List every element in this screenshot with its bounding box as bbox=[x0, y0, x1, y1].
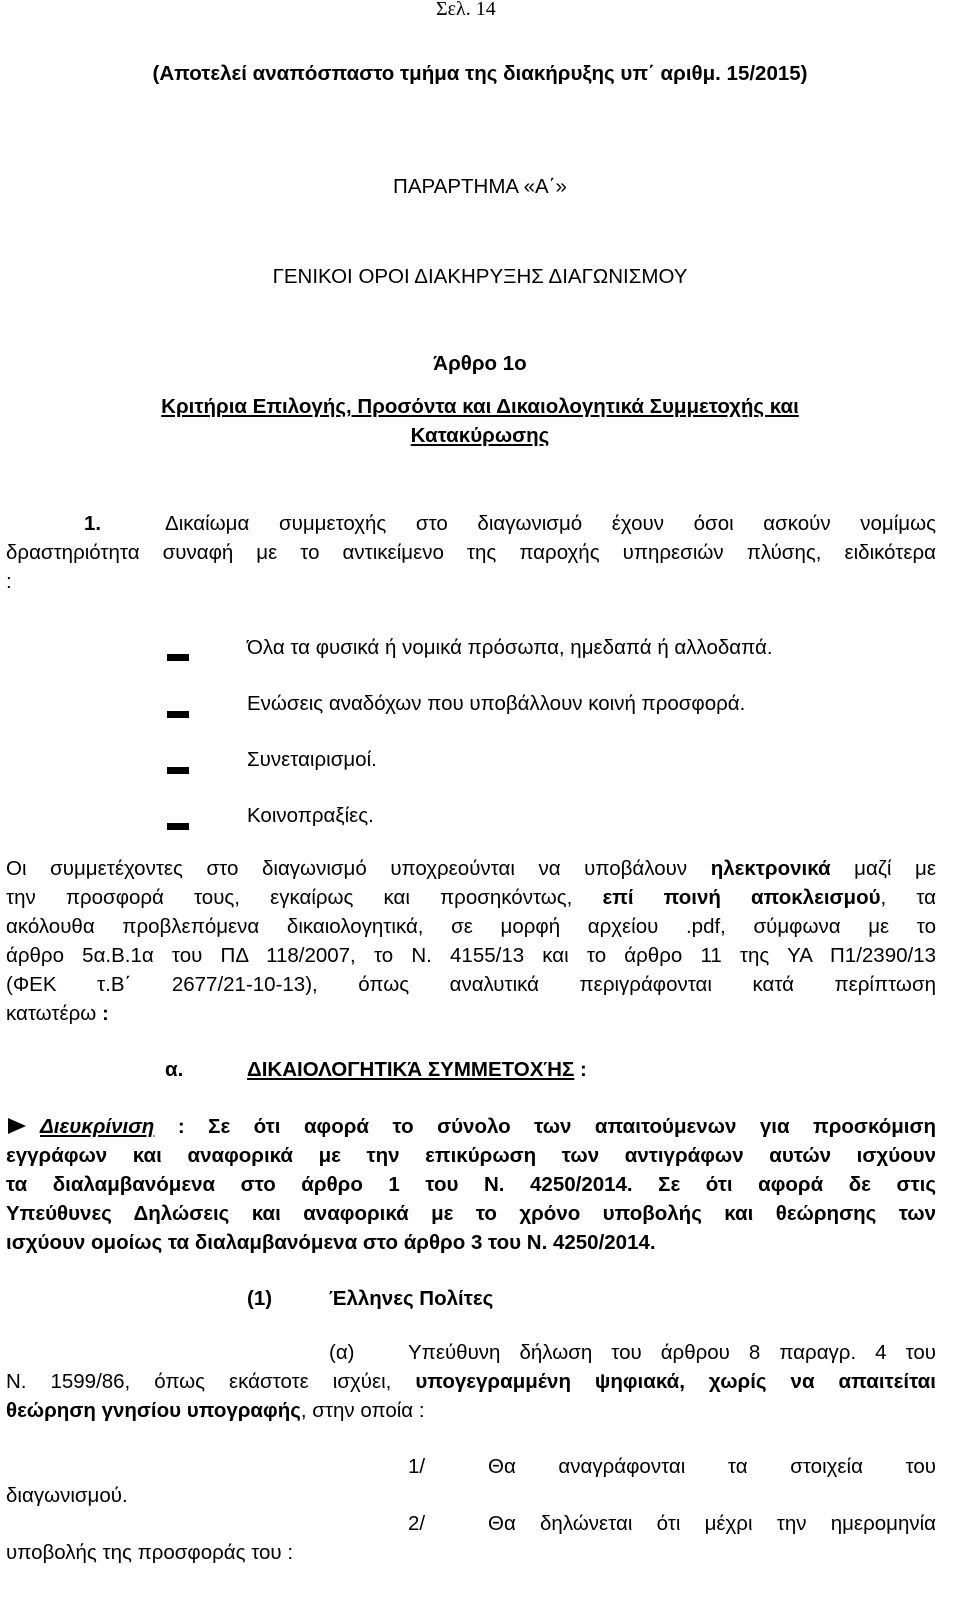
sub1-line1: Θα αναγράφονται τα στοιχεία του bbox=[488, 1455, 936, 1478]
clarification-line4: Υπεύθυνες Δηλώσεις και αναφορικά με το χρόνο υποβολής και θεώρησης των bbox=[6, 1202, 936, 1225]
sub1-number: 1/ bbox=[408, 1455, 426, 1478]
bullet-marker bbox=[167, 823, 189, 830]
clarification-line2: εγγράφων και αναφορικά με την επικύρωση των αντιγράφων αυτών ισχύουν bbox=[6, 1144, 936, 1167]
annex-title: ΠΑΡΑΡΤΗΜΑ «Α΄» bbox=[393, 175, 567, 198]
obligation-line2 bbox=[6, 886, 936, 910]
section-a-title-wrap bbox=[247, 1058, 587, 1082]
bullet-marker bbox=[167, 767, 189, 774]
section-a-letter: α. bbox=[165, 1058, 184, 1081]
section-1-line3: : bbox=[6, 570, 12, 593]
article-title: Άρθρο 1ο bbox=[433, 352, 527, 375]
sub2-line2: υποβολής της προσφοράς του : bbox=[6, 1541, 294, 1564]
page-number: Σελ. 14 bbox=[436, 0, 496, 20]
clarification-line3: τα διαλαμβανόμενα στο άρθρο 1 του Ν. 4250/2014. Σε ότι αφορά δε στις bbox=[6, 1173, 936, 1196]
obligation-text: την προσφορά τους, εγκαίρως και προσηκόντως, bbox=[6, 886, 603, 909]
obligation-line5: (ΦΕΚ τ.Β΄ 2677/21-10-13), όπως αναλυτικά περιγράφονται κατά περίπτωση bbox=[6, 973, 936, 996]
obligation-line1 bbox=[6, 857, 936, 881]
section-1-line2: δραστηριότητα συναφή με το αντικείμενο της παροχής υπηρεσιών πλύσης, ειδικότερα bbox=[6, 541, 936, 564]
bullet-item: Συνεταιρισμοί. bbox=[247, 748, 377, 771]
clarification-line1 bbox=[6, 1115, 936, 1139]
obligation-line3: ακόλουθα προβλεπόμενα δικαιολογητικά, σε μορφή αρχείου .pdf, σύμφωνα με το bbox=[6, 915, 936, 938]
bullet-marker bbox=[167, 654, 189, 661]
heading-note: (Αποτελεί αναπόσπαστο τμήμα της διακήρυξης υπ΄ αριθμ. 15/2015) bbox=[152, 62, 808, 85]
clarification-text: Σε ότι αφορά το σύνολο των απαιτούμενων για προσκόμιση bbox=[208, 1115, 937, 1138]
obligation-text: κατωτέρω bbox=[6, 1002, 102, 1025]
section-a-colon: : bbox=[580, 1058, 587, 1081]
section-1-number: 1. bbox=[84, 512, 102, 535]
item-a-text: , στην οποία : bbox=[300, 1399, 425, 1422]
section-a-title: ΔΙΚΑΙΟΛΟΓΗΤΙΚΆ ΣΥΜΜΕΤΟΧΉΣ bbox=[247, 1058, 575, 1081]
sub1-line2: διαγωνισμού. bbox=[6, 1484, 128, 1507]
item-a-line2 bbox=[6, 1370, 936, 1394]
play-arrow-icon bbox=[8, 1118, 26, 1134]
sub2-line1: Θα δηλώνεται ότι μέχρι την ημερομηνία bbox=[488, 1512, 936, 1535]
clarification-colon: : bbox=[177, 1115, 185, 1138]
item-a-label: (α) bbox=[329, 1341, 355, 1364]
item-a-line1: Υπεύθυνη δήλωση του άρθρου 8 παραγρ. 4 του bbox=[408, 1341, 936, 1364]
obligation-emphasis: επί ποινή αποκλεισμού bbox=[602, 886, 881, 909]
obligation-text: μαζί με bbox=[830, 857, 936, 880]
obligation-line4: άρθρο 5α.Β.1α του ΠΔ 118/2007, το Ν. 4155/13 και το άρθρο 11 της ΥΑ Π1/2390/13 bbox=[6, 944, 936, 967]
general-terms-title: ΓΕΝΙΚΟΙ ΟΡΟΙ ΔΙΑΚΗΡΥΞΗΣ ΔΙΑΓΩΝΙΣΜΟΥ bbox=[272, 265, 688, 288]
article-subtitle-line2: Κατακύρωσης bbox=[410, 424, 550, 447]
article-subtitle-line1: Κριτήρια Επιλογής, Προσόντα και Δικαιολογητικά Συμμετοχής και bbox=[161, 395, 799, 418]
bullet-item: Κοινοπραξίες. bbox=[247, 804, 374, 827]
citizens-title: Έλληνες Πολίτες bbox=[329, 1287, 494, 1310]
obligation-text: Οι συμμετέχοντες στο διαγωνισμό υποχρεούνται να υποβάλουν bbox=[6, 857, 711, 880]
item-a-text: Ν. 1599/86, όπως εκάστοτε ισχύει, bbox=[6, 1370, 416, 1393]
obligation-emphasis: ηλεκτρονικά bbox=[710, 857, 831, 880]
obligation-line6 bbox=[6, 1002, 109, 1026]
bullet-item: Όλα τα φυσικά ή νομικά πρόσωπα, ημεδαπά ή αλλοδαπά. bbox=[247, 636, 773, 659]
clarification-label: Διευκρίνιση bbox=[40, 1115, 155, 1138]
sub2-number: 2/ bbox=[408, 1512, 426, 1535]
section-1-line1: Δικαίωμα συμμετοχής στο διαγωνισμό έχουν όσοι ασκούν νομίμως bbox=[165, 512, 936, 535]
bullet-marker bbox=[167, 711, 189, 718]
obligation-text: , τα bbox=[880, 886, 936, 909]
item-a-line3 bbox=[6, 1399, 425, 1423]
clarification-line5: ισχύουν ομοίως τα διαλαμβανόμενα στο άρθρο 3 του Ν. 4250/2014. bbox=[6, 1231, 656, 1254]
item-a-emphasis: θεώρηση γνησίου υπογραφής bbox=[6, 1399, 301, 1422]
bullet-item: Ενώσεις αναδόχων που υποβάλλουν κοινή προσφορά. bbox=[247, 692, 746, 715]
obligation-colon: : bbox=[101, 1002, 109, 1025]
item-a-emphasis: υπογεγραμμένη ψηφιακά, χωρίς να απαιτείται bbox=[415, 1370, 936, 1393]
citizens-number: (1) bbox=[247, 1287, 273, 1310]
